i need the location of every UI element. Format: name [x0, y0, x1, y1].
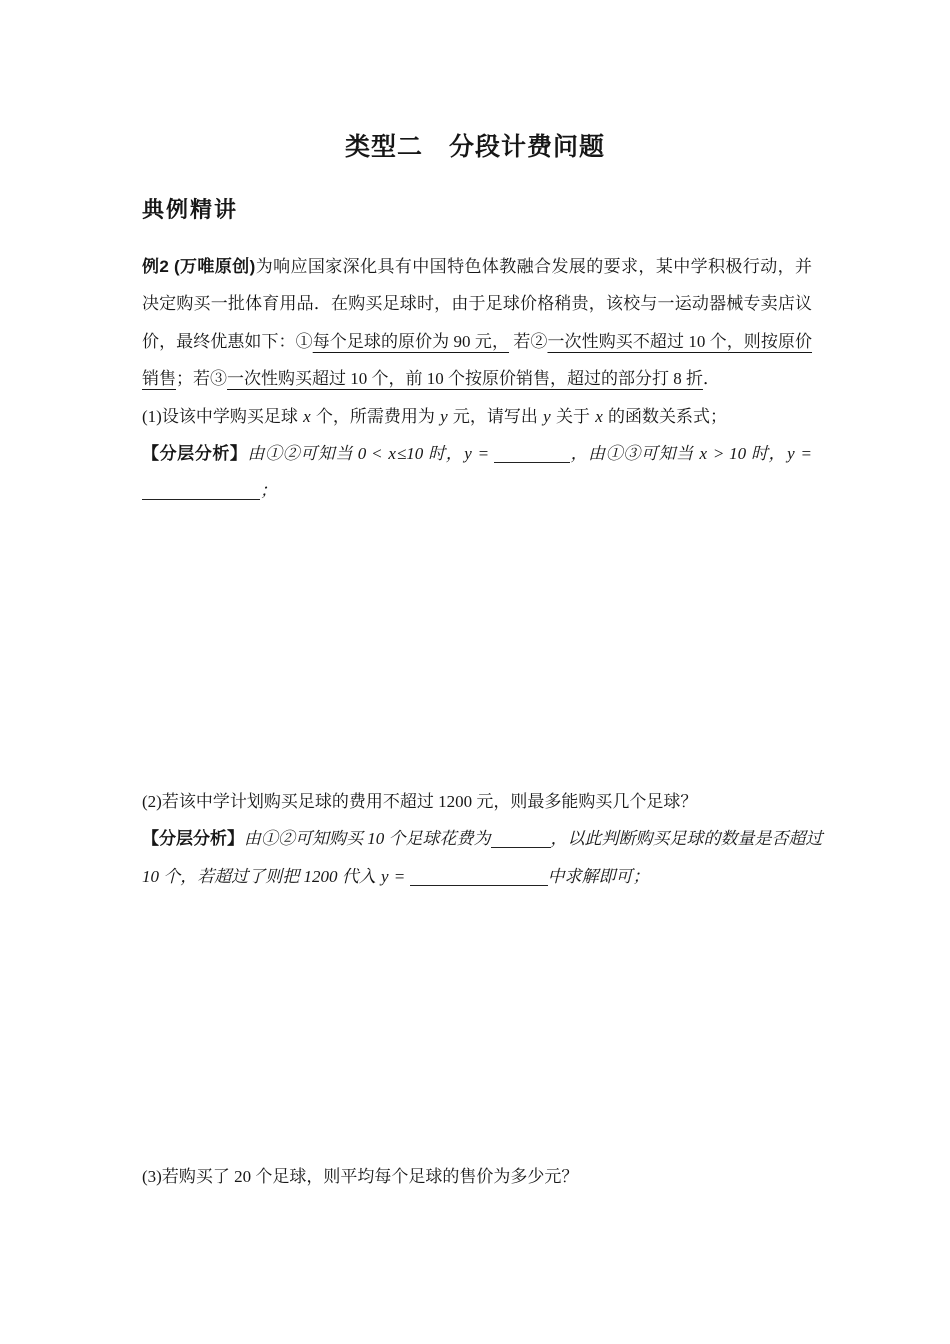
question-3 — [142, 1158, 812, 1195]
analysis-text: ，以此判断购买足球的数量是否超过 — [550, 829, 823, 849]
text-line — [142, 820, 823, 857]
math-variable: y — [440, 406, 448, 426]
bold-label: 【分层分析】 — [142, 829, 244, 849]
text-run: 关于 — [551, 406, 595, 426]
text-run: ；若③ — [176, 369, 227, 389]
text-line — [142, 248, 812, 285]
analysis-text: 由①②可知当 0 < — [247, 444, 388, 464]
answer-blank — [491, 833, 551, 848]
text-run: (2)若该中学计划购买足球的费用不超过 1200 元，则最多能购买几个足球？ — [142, 791, 698, 811]
text-run: 为响应国家深化具有中国特色体教融合发展的要求，某中学积极行动，并 — [255, 257, 813, 276]
analysis-text: ； — [260, 481, 277, 501]
text-run: 若② — [509, 331, 548, 351]
answer-blank — [410, 871, 548, 886]
text-line — [142, 360, 812, 397]
analysis-text: 中求解即可； — [547, 866, 650, 886]
text-run: 价，最终优惠如下：① — [142, 331, 313, 351]
math-variable: y — [381, 866, 389, 886]
analysis-text: = — [389, 866, 410, 886]
section-heading: 典例精讲 — [142, 197, 239, 222]
underlined-text: 一次性购买不超过 10 个，则按原价 — [547, 331, 813, 351]
math-variable: y — [543, 406, 551, 426]
text-run: ． — [703, 369, 720, 389]
analysis-text: 10 个，若超过了则把 1200 代入 — [142, 866, 380, 886]
math-variable: y — [787, 444, 795, 464]
example-problem-statement — [142, 248, 812, 510]
bold-label: 例2 (万唯原创) — [142, 257, 256, 276]
math-variable: x — [388, 444, 396, 464]
analysis-text: ≤10 时， — [396, 444, 464, 464]
analysis-text: ，由①③可知当 — [569, 444, 699, 464]
analysis-text: > 10 时， — [708, 444, 787, 464]
text-run: (1)设该中学购买足球 — [142, 406, 303, 426]
text-run: 元，请写出 — [448, 406, 543, 426]
answer-blank — [142, 485, 260, 500]
text-line — [142, 472, 812, 509]
document-body — [142, 248, 823, 1195]
page-title: 类型二 分段计费问题 — [344, 133, 605, 161]
text-run: 的函数关系式； — [603, 406, 728, 426]
text-line — [142, 323, 812, 360]
text-run: 决定购买一批体育用品．在购买足球时，由于足球价格稍贵，该校与一运动器械专卖店议 — [142, 294, 812, 314]
text-run: (3)若购买了 20 个足球，则平均每个足球的售价为多少元？ — [142, 1167, 579, 1187]
text-line — [142, 398, 812, 435]
underlined-text: 销售 — [142, 369, 176, 389]
text-line — [142, 858, 812, 895]
text-run: 个，所需费用为 — [311, 406, 440, 426]
text-line — [142, 285, 812, 322]
bold-label: 【分层分析】 — [142, 444, 248, 464]
question-2 — [142, 783, 823, 895]
text-line — [142, 435, 812, 472]
math-variable: x — [595, 406, 603, 426]
math-variable: x — [303, 406, 311, 426]
answer-blank — [494, 448, 570, 463]
math-variable: x — [699, 444, 707, 464]
underlined-text: 一次性购买超过 10 个，前 10 个按原价销售，超过的部分打 8 折 — [227, 369, 703, 389]
analysis-text: = — [795, 444, 812, 464]
analysis-text: = — [472, 444, 494, 464]
underlined-text: 每个足球的原价为 90 元， — [312, 331, 510, 351]
math-variable: y — [464, 444, 472, 464]
text-line — [142, 783, 812, 820]
analysis-text: 由①②可知购买 10 个足球花费为 — [244, 829, 491, 849]
text-line — [142, 1158, 812, 1195]
